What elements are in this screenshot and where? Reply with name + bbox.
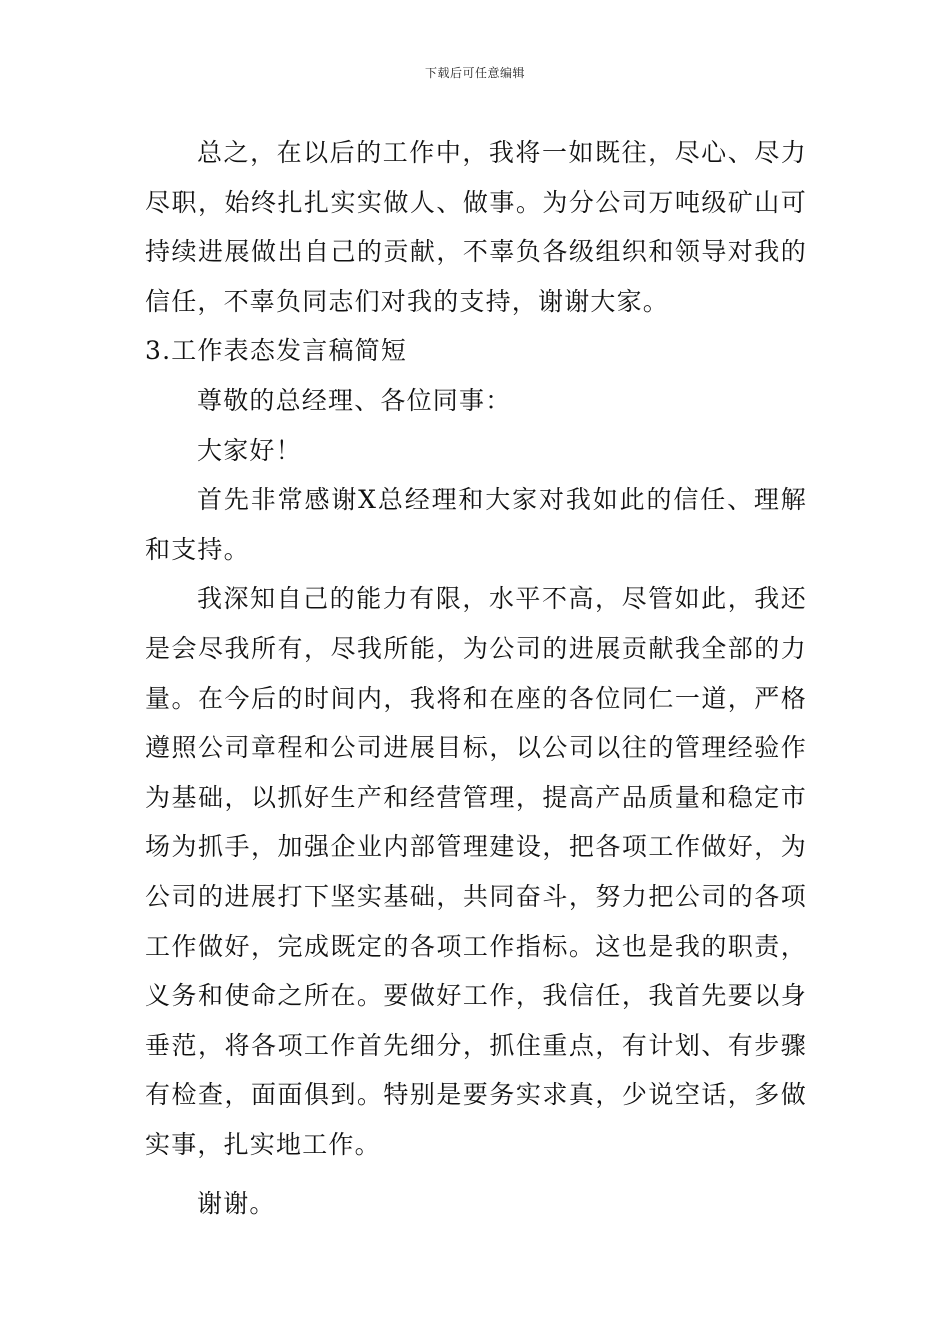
paragraph-commitment: 我深知自己的能力有限，水平不高，尽管如此，我还是会尽我所有，尽我所能，为公司的进展贡献我全部的力量。在今后的时间内，我将和在座的各位同仁一道，严格遵照公司章程和公司进展目标，以公司以往的管理经验作为基础，以抓好生产和经营管理，提高产品质量和稳定市场为抓手，加强企业内部管理建设，把各项工作做好，为公司的进展打下坚实基础，共同奋斗，努力把公司的各项工作做好，完成既定的各项工作指标。这也是我的职责，义务和使命之所在。要做好工作，我信任，我首先要以身垂范，将各项工作首先细分，抓住重点，有计划、有步骤有检查，面面俱到。特别是要务实求真，少说空话，多做实事，扎实地工作。 bbox=[145, 584, 807, 1159]
greeting: 大家好！ bbox=[197, 435, 302, 465]
salutation: 尊敬的总经理、各位同事： bbox=[197, 385, 512, 415]
document-body bbox=[145, 128, 807, 1229]
page-header: 下载后可任意编辑 bbox=[424, 66, 525, 80]
closing: 谢谢。 bbox=[197, 1189, 276, 1219]
section-heading: 3.工作表态发言稿简短 bbox=[145, 336, 408, 366]
paragraph-thanks: 首先非常感谢X总经理和大家对我如此的信任、理解和支持。 bbox=[145, 485, 807, 564]
paragraph-conclusion: 总之，在以后的工作中，我将一如既往，尽心、尽力尽职，始终扎扎实实做人、做事。为分公司万吨级矿山可持续进展做出自己的贡献，不辜负各级组织和领导对我的信任，不辜负同志们对我的支持，谢谢大家。 bbox=[145, 138, 807, 316]
